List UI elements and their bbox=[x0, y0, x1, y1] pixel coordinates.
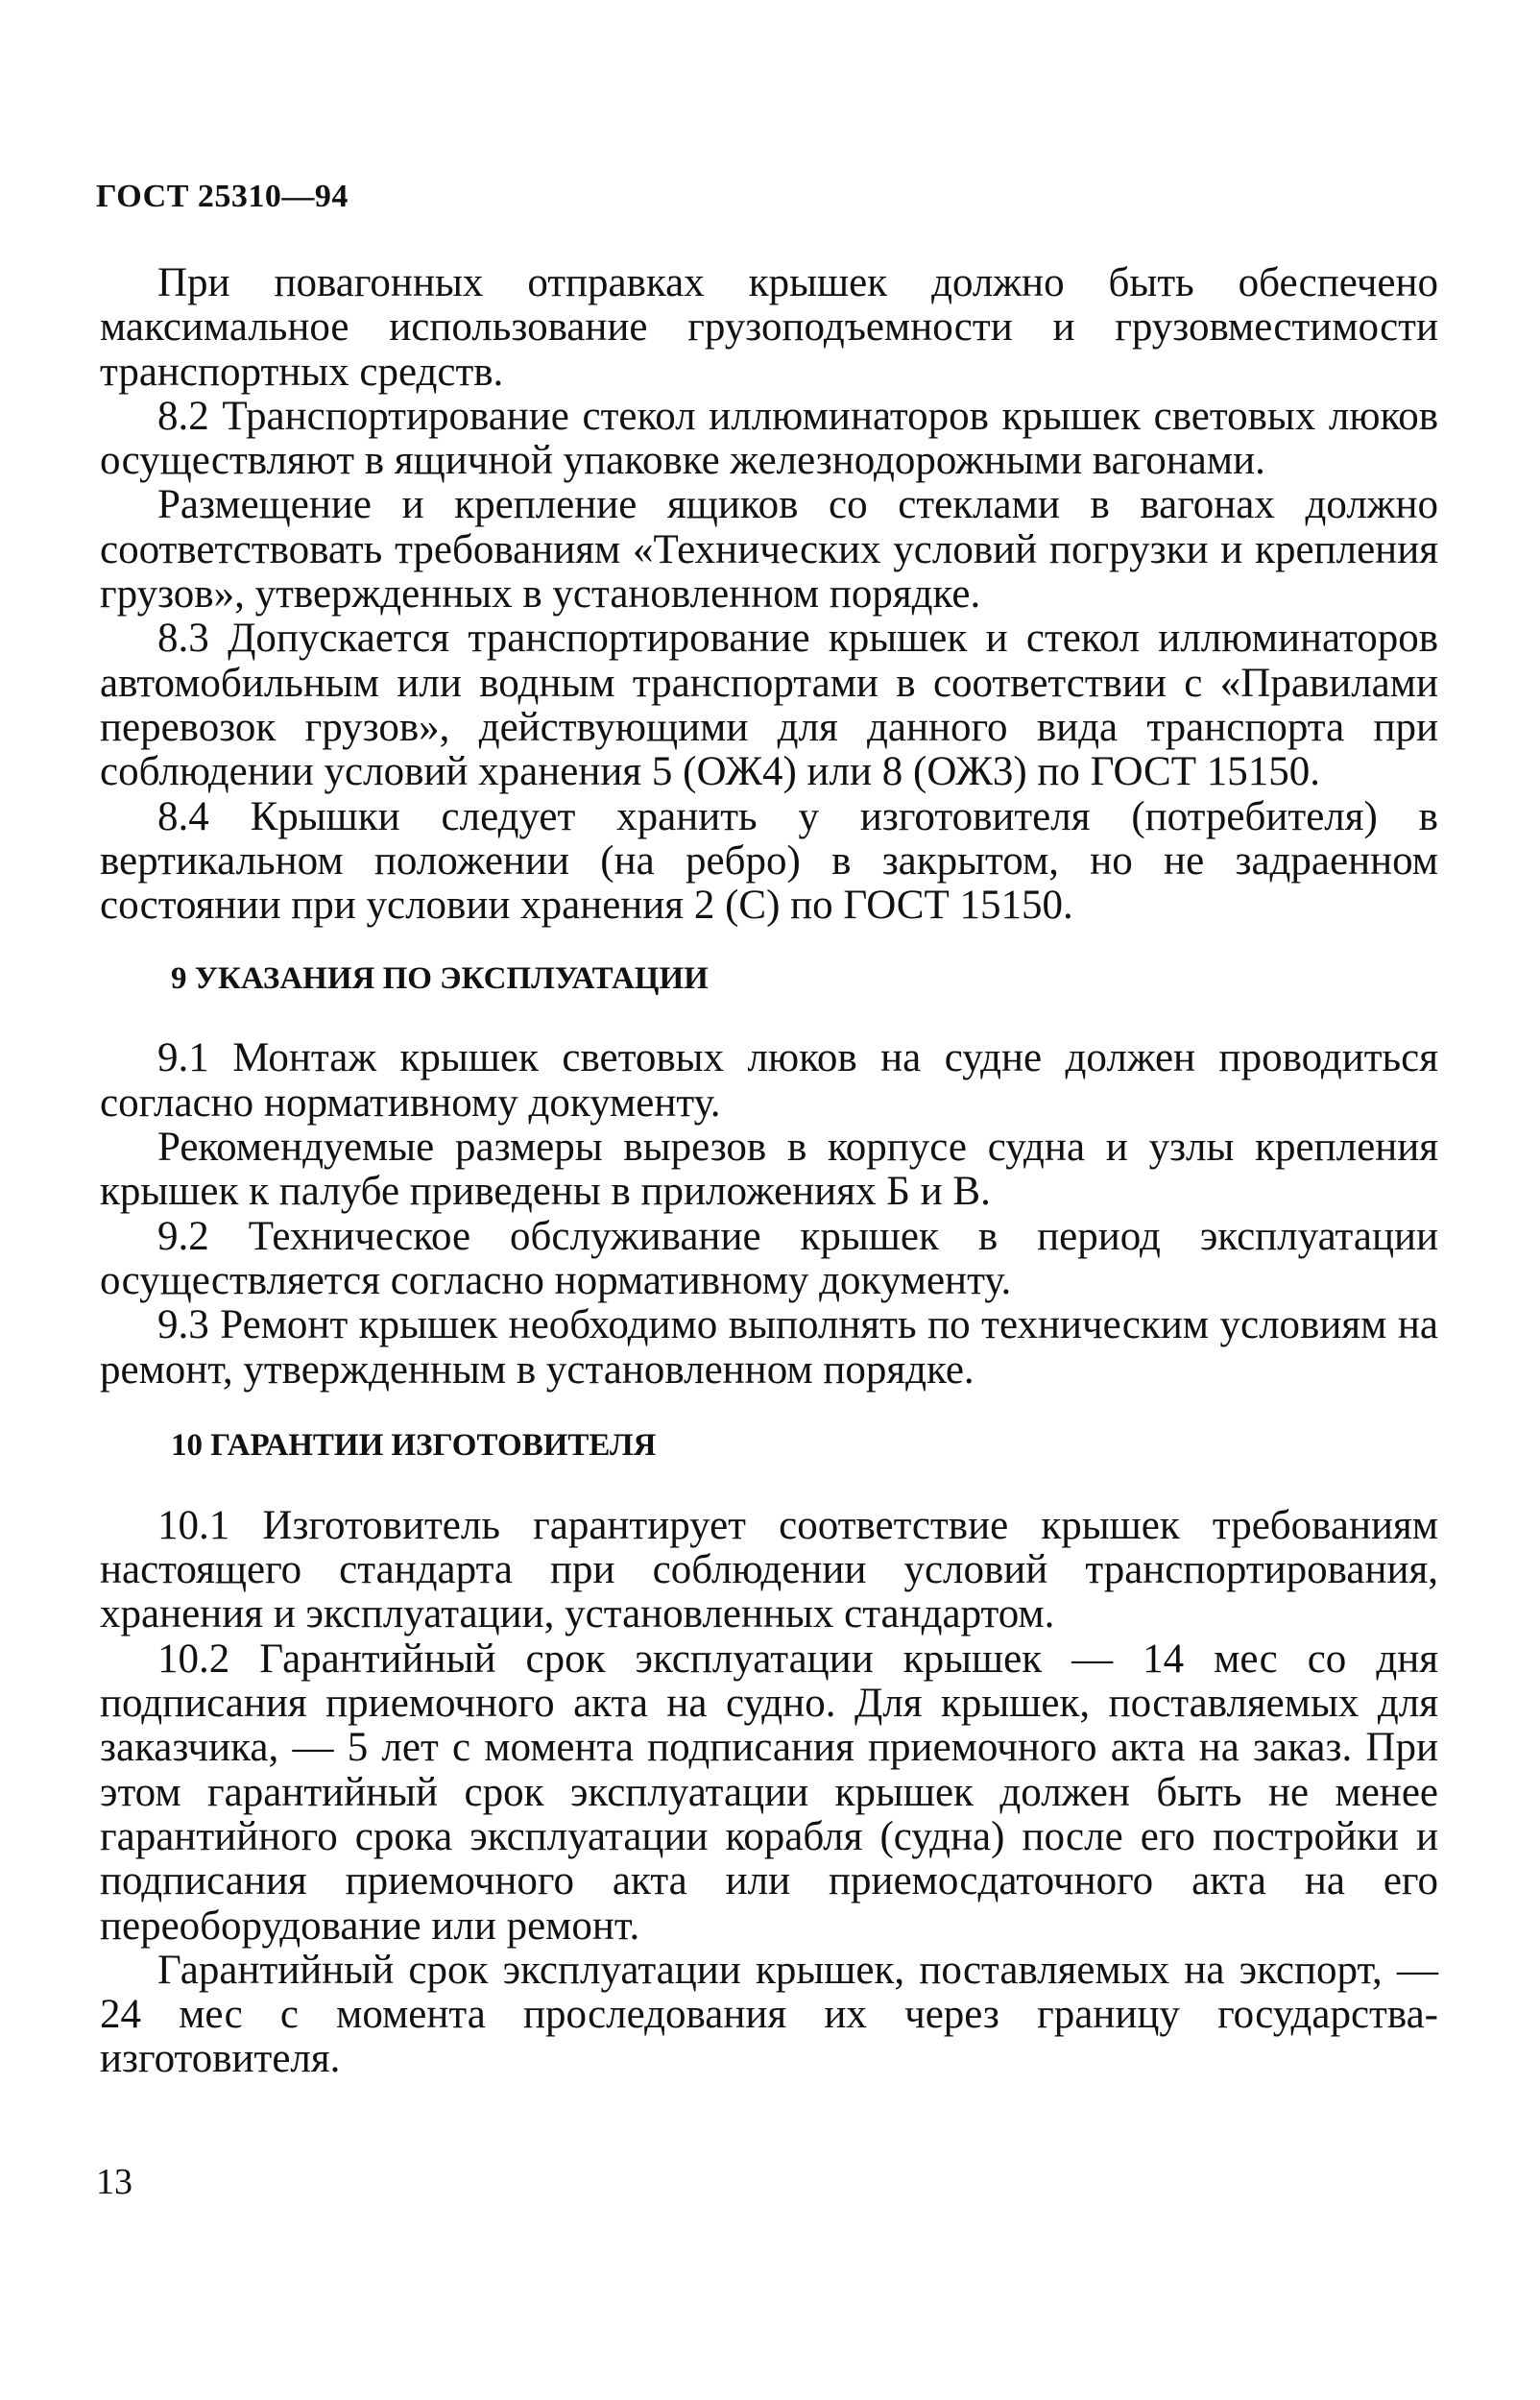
section-10-heading: 10 ГАРАНТИИ ИЗГОТОВИТЕЛЯ bbox=[171, 1427, 657, 1463]
section-9-heading: 9 УКАЗАНИЯ ПО ЭКСПЛУАТАЦИИ bbox=[171, 961, 709, 997]
paragraph-10-2-export: Гарантийный срок эксплуатации крышек, поставляемых на экспорт, — 24 мес с момента проследования их через границу государства-изготовителя. bbox=[100, 1947, 1438, 2082]
paragraph-8-2: 8.2 Транспортирование стекол иллюминаторов крышек световых люков осуществляют в ящичной упаковке железнодорожными вагонами. bbox=[100, 393, 1438, 484]
paragraph-10-1: 10.1 Изготовитель гарантирует соответствие крышек требованиям настоящего стандарта при соблюдении условий транспортирования, хранения и эксплуатации, установленных стандартом. bbox=[100, 1502, 1438, 1637]
document-body bbox=[100, 261, 1438, 2082]
paragraph-8-4: 8.4 Крышки следует хранить у изготовителя (потребителя) в вертикальном положении (на ребро) в закрытом, но не задраенном состоянии при условии хранения 2 (С) по ГОСТ 15150. bbox=[100, 793, 1438, 929]
paragraph-8-3: 8.3 Допускается транспортирование крышек и стекол иллюминаторов автомобильным или водным транспортами в соответствии с «Правилами перевозок грузов», действующими для данного вида транспорта при соблюдении условий хранения 5 (ОЖ4) или 8 (ОЖ3) по ГОСТ 15150. bbox=[100, 616, 1438, 795]
paragraph-9-2: 9.2 Техническое обслуживание крышек в период эксплуатации осуществляется согласно нормативному документу. bbox=[100, 1213, 1438, 1303]
document-header: ГОСТ 25310—94 bbox=[96, 179, 349, 214]
paragraph-9-1: 9.1 Монтаж крышек световых люков на судне должен проводиться согласно нормативному документу. bbox=[100, 1035, 1438, 1126]
paragraph-10-2: 10.2 Гарантийный срок эксплуатации крышек — 14 мес со дня подписания приемочного акта на судно. Для крышек, поставляемых для заказчика, — 5 лет с момента подписания приемочного акта на заказ. При этом гарантийный срок эксплуатации крышек должен быть не менее гарантийного срока эксплуатации корабля (судна) после его постройки и подписания приемочного акта или приемосдаточного акта на его переоборудование или ремонт. bbox=[100, 1636, 1438, 1949]
page-number: 13 bbox=[96, 2162, 132, 2202]
paragraph-9-1-recommended: Рекомендуемые размеры вырезов в корпусе судна и узлы крепления крышек к палубе приведены в приложениях Б и В. bbox=[100, 1125, 1438, 1215]
paragraph-8-2-placement: Размещение и крепление ящиков со стеклами в вагонах должно соответствовать требованиям «Технических условий погрузки и крепления грузов», утвержденных в установленном порядке. bbox=[100, 482, 1438, 618]
paragraph-9-3: 9.3 Ремонт крышек необходимо выполнять по техническим условиям на ремонт, утвержденным в установленном порядке. bbox=[100, 1302, 1438, 1393]
paragraph-shipment: При повагонных отправках крышек должно быть обеспечено максимальное использование грузоподъемности и грузовместимости транспортных средств. bbox=[100, 260, 1438, 395]
